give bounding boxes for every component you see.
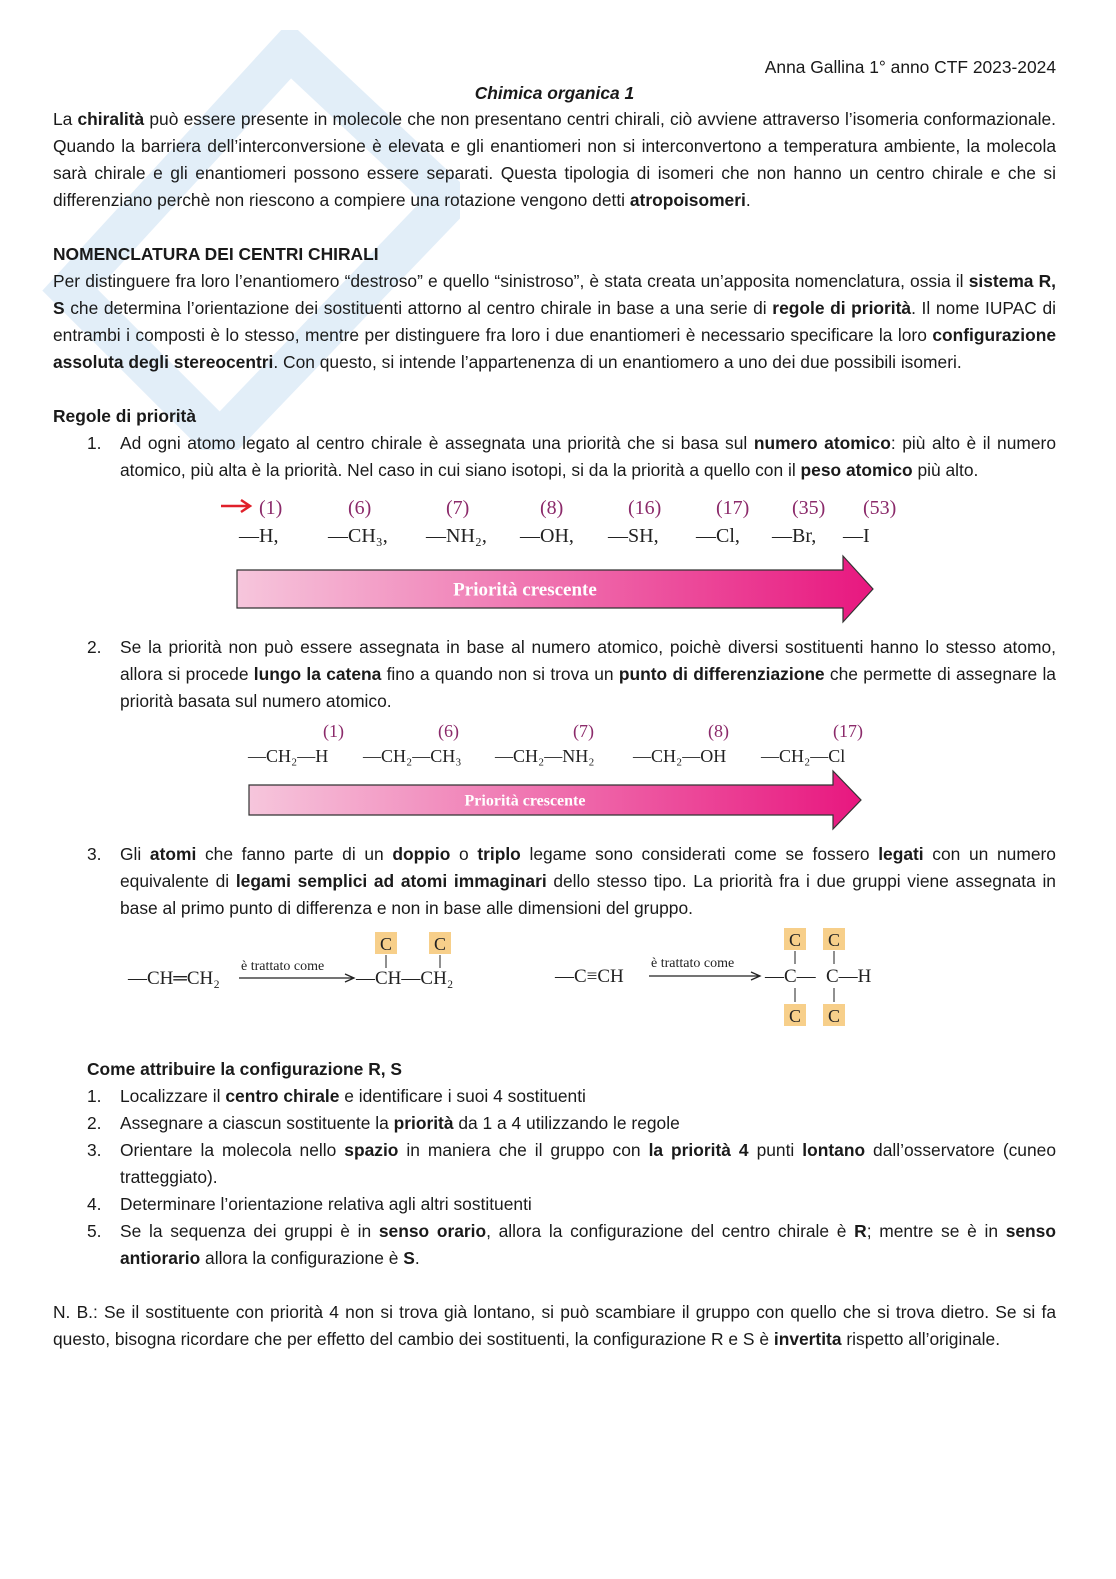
text-run: che determina l’orientazione dei sostituenti attorno al centro chirale in base a una serie di: [64, 298, 773, 318]
bold-term: atropoisomeri: [629, 190, 746, 210]
bold-term: la priorità 4: [648, 1140, 749, 1160]
step-item-1: 1. Localizzare il centro chirale e identificare i suoi 4 sostituenti: [87, 1086, 586, 1106]
atomic-number: (1): [259, 497, 283, 519]
text-run: Assegnare a ciascun sostituente la: [120, 1113, 394, 1133]
text-run: .: [745, 190, 751, 210]
step-item-3: 3. Orientare la molecola nello spazio in maniera che il gruppo con la priorità 4 punti lontano dall’osservatore (cuneo tratteggiato).: [87, 1140, 1056, 1187]
atomic-number: (8): [540, 497, 564, 519]
document-title: Chimica organica 1: [474, 83, 635, 103]
arrow-label: Priorità crescente: [453, 579, 597, 601]
alkyne-equivalent-c1: —C—: [765, 966, 816, 987]
arrow-text: è trattato come: [651, 956, 735, 971]
author-header: Anna Gallina 1° anno CTF 2023-2024: [764, 57, 1056, 77]
text-run: che permette di assegnare la priorità basata sul numero atomico.: [120, 664, 1056, 711]
red-arrow-icon: [221, 500, 250, 512]
bold-term: legami semplici ad atomi immaginari: [235, 871, 547, 891]
bold-term: lungo la catena: [253, 664, 382, 684]
imaginary-atom: C: [788, 930, 802, 950]
text-run: Determinare l’orientazione relativa agli altri sostituenti: [120, 1194, 532, 1214]
bold-term: senso antiorario: [120, 1221, 1056, 1268]
bold-term: centro chirale: [225, 1086, 340, 1106]
atomic-number: (1): [323, 721, 344, 741]
text-run: allora la configurazione è: [200, 1248, 404, 1268]
substituent-group: —I: [843, 525, 870, 547]
text-run: e identificare i suoi 4 sostituenti: [339, 1086, 586, 1106]
text-run: con un numero equivalente di: [120, 844, 1056, 891]
substituent-group: —H,: [239, 525, 279, 547]
rule-item-2: 2. Se la priorità non può essere assegnata in base al numero atomico, poichè diversi sostituenti hanno lo stesso atomo, allora si procede lungo la catena fino a quando non si trova un punto di differenziazione che permette di assegnare la priorità basata sul numero atomico.: [87, 637, 1056, 711]
substituent-group: —OH,: [520, 525, 574, 547]
text-run: . Il nome IUPAC di entrambi i composti è lo stesso, mentre per distinguere fra loro i due enantiomeri è necessario specificare la loro: [53, 298, 1056, 345]
bold-term: R: [854, 1221, 867, 1241]
figure-chain-priority: [53, 715, 1056, 841]
text-run: dall’osservatore (cuneo tratteggiato).: [120, 1140, 1056, 1187]
document-page: [53, 54, 1056, 1353]
text-run: Gli: [120, 844, 150, 864]
imaginary-atom: C: [827, 1006, 841, 1026]
imaginary-atom: C: [379, 934, 393, 954]
bold-term: doppio: [392, 844, 451, 864]
substituent-group: —SH,: [608, 525, 659, 547]
substituent-group: —CH₂—H: [248, 746, 329, 766]
text-run: , allora la configurazione del centro chirale è: [486, 1221, 855, 1241]
bold-term: spazio: [344, 1140, 399, 1160]
atomic-number: (35): [792, 497, 826, 519]
text-run: fino a quando non si trova un: [381, 664, 619, 684]
atomic-number: (6): [438, 721, 459, 741]
step-item-5: 5. Se la sequenza dei gruppi è in senso orario, allora la configurazione del centro chirale è R; mentre se è in senso antiorario allora la configurazione è S.: [87, 1221, 1056, 1268]
bold-term: legati: [878, 844, 924, 864]
nota-bene: [53, 1299, 1056, 1353]
treated-as-arrow: [239, 974, 354, 982]
text-run: . Con questo, si intende l’appartenenza di un enantiomero a uno dei due possibili isomeri.: [273, 352, 962, 372]
bold-term: configurazione assoluta degli stereocentri: [53, 325, 1056, 372]
substituent-group: —CH₂—NH₂: [495, 746, 595, 766]
text-run: rispetto all’originale.: [841, 1329, 1001, 1349]
bold-term: lontano: [802, 1140, 866, 1160]
bold-term: numero atomico: [753, 433, 891, 453]
step-item-4: 4. Determinare l’orientazione relativa agli altri sostituenti: [87, 1194, 532, 1214]
atomic-number: (16): [628, 497, 662, 519]
substituent-group: —Cl,: [696, 525, 740, 547]
text-run: : più alto è il numero atomico, più alta è la priorità. Nel caso in cui siano isotopi, si da la priorità a quello con il: [120, 433, 1057, 480]
text-run: da 1 a 4 utilizzando le regole: [453, 1113, 680, 1133]
substituent-group: —CH₂—CH₃: [363, 746, 462, 766]
text-run: Se la priorità non può essere assegnata in base al numero atomico, poichè diversi sostituenti hanno lo stesso atomo, allora si procede: [120, 637, 1056, 684]
text-run: Se la sequenza dei gruppi è in: [120, 1221, 379, 1241]
text-run: .: [414, 1248, 420, 1268]
bold-term: punto di differenziazione: [618, 664, 825, 684]
atomic-number: (7): [573, 721, 594, 741]
text-run: dello stesso tipo. La priorità fra i due gruppi viene assegnata in base al primo punto di differenza e non in base alle dimensioni del gruppo.: [120, 871, 1056, 918]
arrow-label: Priorità crescente: [464, 792, 586, 810]
section-heading-rs-configuration: Come attribuire la configurazione R, S: [87, 1059, 403, 1079]
atomic-number: (7): [446, 497, 470, 519]
atomic-number: (53): [863, 497, 897, 519]
atomic-number: (6): [348, 497, 372, 519]
imaginary-atom: C: [788, 1006, 802, 1026]
text-run: Orientare la molecola nello: [120, 1140, 345, 1160]
imaginary-atom: C: [433, 934, 447, 954]
text-run: ; mentre se è in: [866, 1221, 1006, 1241]
text-run: più alto.: [912, 460, 979, 480]
atomic-number: (17): [833, 721, 863, 741]
bold-term: chiralità: [77, 109, 145, 129]
paragraph-chirality: [53, 106, 1056, 214]
alkyne-group: —C≡CH: [555, 966, 624, 987]
step-item-2: 2. Assegnare a ciascun sostituente la priorità da 1 a 4 utilizzando le regole: [87, 1113, 680, 1133]
vinyl-group: —CH═CH₂: [128, 968, 220, 989]
bold-term: sistema R, S: [53, 271, 1057, 318]
bold-term: senso orario: [378, 1221, 487, 1241]
bold-term: priorità: [393, 1113, 454, 1133]
bold-term: atomi: [149, 844, 197, 864]
arrow-text: è trattato come: [241, 959, 325, 974]
text-run: La: [53, 109, 78, 129]
text-run: Ad ogni atomo legato al centro chirale è assegnata una priorità che si basa sul: [120, 433, 754, 453]
text-run: punti: [748, 1140, 803, 1160]
bold-term: triplo: [477, 844, 521, 864]
section-heading-priority-rules: Regole di priorità: [53, 406, 197, 426]
section-heading-nomenclature: NOMENCLATURA DEI CENTRI CHIRALI: [53, 244, 379, 264]
text-run: Localizzare il: [120, 1086, 226, 1106]
vinyl-equivalent: —CH—CH₂: [356, 968, 454, 989]
paragraph-nomenclature: [53, 268, 1056, 376]
text-run: in maniera che il gruppo con: [398, 1140, 649, 1160]
substituent-group: —Br,: [772, 525, 817, 547]
imaginary-atom: C: [827, 930, 841, 950]
atomic-number: (8): [708, 721, 729, 741]
rule-item-1: 1. Ad ogni atomo legato al centro chirale è assegnata una priorità che si basa sul numero atomico: più alto è il numero atomico, più alta è la priorità. Nel caso in cui siano isotopi, si da la priorità a quello con il peso atomico più alto.: [87, 433, 1057, 480]
substituent-group: —CH₂—OH: [633, 746, 727, 766]
bold-term: invertita: [773, 1329, 842, 1349]
text-run: può essere presente in molecole che non presentano centri chirali, ciò avviene attraverso l’isomeria conformazionale. Quando la barriera dell’interconversione è elevata e gli enantiomeri non si interconvertono a temperatura ambiente, la molecola sarà chirale e gli enantiomeri possono essere separati. Questa tipologia di isomeri che non hanno un centro chirale e che si differenziano perchè non riescono a compiere una rotazione vengono detti: [53, 109, 1056, 210]
text-run: legame sono considerati come se fossero: [520, 844, 879, 864]
bold-term: regole di priorità: [772, 298, 912, 318]
text-run: N. B.: Se il sostituente con priorità 4 non si trova già lontano, si può scambiare il gruppo con quello che si trova dietro. Se si fa questo, bisogna ricordare che per effetto del cambio dei sostituenti, la configurazione R e S è: [53, 1302, 1056, 1349]
bold-term: peso atomico: [800, 460, 913, 480]
atomic-number: (17): [716, 497, 750, 519]
substituent-group: —CH₃,: [328, 525, 388, 547]
substituent-group: —NH₂,: [426, 525, 487, 547]
text-run: che fanno parte di un: [196, 844, 393, 864]
figure-atomic-priority: [53, 484, 1056, 634]
treated-as-arrow: [649, 972, 760, 980]
text-run: Per distinguere fra loro l’enantiomero “destroso” e quello “sinistroso”, è stata creata un’apposita nomenclatura, ossia il: [53, 271, 969, 291]
substituent-group: —CH₂—Cl: [761, 746, 846, 766]
alkyne-equivalent-c2: C—H: [826, 966, 872, 987]
rule-item-3: 3. Gli atomi che fanno parte di un doppio o triplo legame sono considerati come se fossero legati con un numero equivalente di legami semplici ad atomi immaginari dello stesso tipo. La priorità fra i due gruppi viene assegnata in base al primo punto di differenza e non in base alle dimensioni del gruppo.: [87, 844, 1056, 918]
text-run: o: [450, 844, 478, 864]
bold-term: S: [403, 1248, 415, 1268]
figure-multiple-bonds: [53, 922, 1056, 1056]
